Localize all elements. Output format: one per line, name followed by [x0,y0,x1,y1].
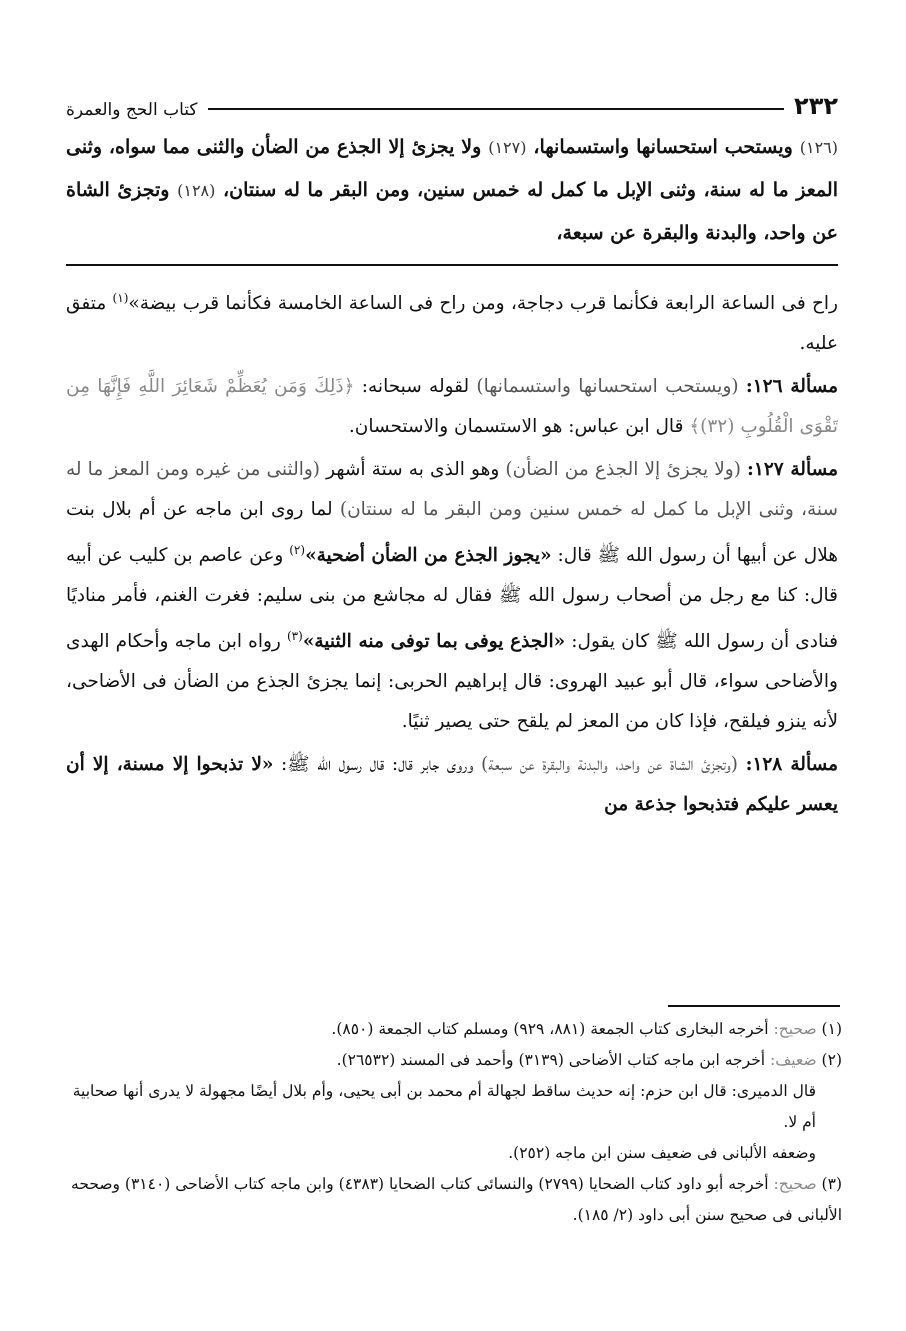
masala-label: مسألة ١٢٦: [745,376,838,398]
quoted-matn: (ويستحب استحسانها واستسمانها) [476,376,739,398]
running-header [66,86,838,120]
paragraph-text: لما روى ابن ماجه عن أم بلال بنت هلال عن أبيها أن رسول الله ﷺ قال: [66,499,838,567]
masala-127 [66,450,838,742]
footnote-number: (٣) [821,1175,842,1193]
grading: صحيح: [773,1175,817,1193]
paragraph-text: رواه ابن ماجه وأحكام الهدى والأضاحى سواء، قال أبو عبيد الهروى: قال إبراهيم الحربى: إنما يجزئ الجذع من الضأن فى الأضاحى، لأنه ينزو فيلقح، فإذا كان من المعز لم يلقح حتى يصير ثنيًا. [66,631,838,733]
footnote [66,1169,842,1231]
intro-paragraph [66,278,838,364]
masala-label: مسألة ١٢٨: [745,754,838,776]
paragraph-text: وروى جابر قال: قال رسول الله ﷺ: [273,754,482,776]
footnote [66,1014,842,1045]
footnotes [66,1014,842,1231]
masala-label: مسألة ١٢٧: [747,459,838,481]
grading: صحيح: [773,1020,817,1038]
intro-tail: متفق عليه. [66,293,838,355]
footnote-text: قال الدميرى: قال ابن حزم: إنه حديث ساقط لجهالة أم محمد بن أبى يحيى، وأم بلال أيضًا مجهولة لا يدرى أنها صحابية أم لا. [72,1082,816,1131]
matn-text: ولا يجزئ إلا الجذع من الضأن والثنى مما سواه، وثنى المعز ما له سنة، وثنى الإبل ما كمل له خمس سنين، ومن البقر ما له سنتان، [66,136,838,201]
footnote-text: أخرجه البخارى كتاب الجمعة (٨٨١، ٩٢٩) ومسلم كتاب الجمعة (٨٥٠). [331,1020,774,1038]
paragraph-text: وعن عاصم بن كليب عن أبيه قال: كنا مع رجل من أصحاب رسول الله ﷺ فقال له مجاشع من بنى سليم: فغرت الغنم، فأمر مناديًا فنادى أن رسول الله ﷺ كان يقول: [66,545,839,653]
footnote [66,1045,842,1076]
section-divider [66,264,838,266]
masala-126 [66,367,838,447]
footnote-number: (٢) [821,1051,842,1069]
quoted-matn: (وتجزئ الشاة عن واحد، والبدنة والبقرة عن سبعة) [481,754,739,776]
commentary [66,278,838,825]
matn-number: (١٢٧) [488,138,527,157]
footnote-continuation [66,1076,842,1138]
masala-128 [66,745,838,825]
matn-text: ويستحب استحسانها واستسمانها، [533,136,793,158]
footnote-ref: (٣) [286,629,303,644]
paragraph-text: قال ابن عباس: هو الاستسمان والاستحسان. [348,416,690,438]
page-number: ٢٣٢ [794,92,838,120]
footnote-separator [668,1005,840,1007]
page [66,86,838,828]
matn-number: (١٢٦) [799,138,838,157]
footnote-text: وضعفه الألبانى فى ضعيف سنن ابن ماجه (٢٥٢). [508,1144,816,1162]
book-title: كتاب الحج والعمرة [66,100,198,120]
grading: ضعيف: [770,1051,817,1069]
hadith-text: «الجذع يوفى بما توفى منه الثنية» [302,631,566,653]
hadith-text: «يجوز الجذع من الضأن أضحية» [305,545,552,567]
matn-text: وتجزئ الشاة عن واحد، والبدنة والبقرة عن سبعة، [66,179,838,244]
footnote-text: أخرجه ابن ماجه كتاب الأضاحى (٣١٣٩) وأحمد فى المسند (٢٦٥٣٢). [336,1051,771,1069]
intro-text: راح فى الساعة الرابعة فكأنما قرب دجاجة، ومن راح فى الساعة الخامسة فكأنما قرب بيضة» [128,293,838,315]
quoted-matn: (والثنى من غيره ومن المعز ما له سنة، وثنى الإبل ما كمل له خمس سنين ومن البقر ما له سنتان) [66,459,838,521]
header-rule [208,108,785,110]
footnote-ref: (٢) [289,543,306,558]
hadith-text: «لا تذبحوا إلا مسنة، إلا أن يعسر عليكم فتذبحوا جذعة من [66,754,838,816]
main-text-block [66,126,838,254]
quran-verse: ﴿ذَلِكَ وَمَن يُعَظِّمْ شَعَائِرَ اللَّهِ فَإِنَّهَا مِن تَقْوَى الْقُلُوبِ (٣٢)﴾ [66,376,838,438]
footnote-ref: (١) [112,291,129,305]
paragraph-text: وهو الذى به ستة أشهر [320,459,506,481]
matn-number: (١٢٨) [177,181,216,200]
footnote-text: أخرجه أبو داود كتاب الضحايا (٢٧٩٩) والنسائى كتاب الضحايا (٤٣٨٣) وابن ماجه كتاب الأضاحى (٣١٤٠) وصححه الألبانى فى صحيح سنن أبى داود (٢/ ١٨٥). [71,1175,842,1224]
footnote-number: (١) [821,1020,842,1038]
quoted-matn: (ولا يجزئ إلا الجذع من الضأن) [505,459,741,481]
footnote-continuation [66,1138,842,1169]
paragraph-text: لقوله سبحانه: [354,376,477,398]
